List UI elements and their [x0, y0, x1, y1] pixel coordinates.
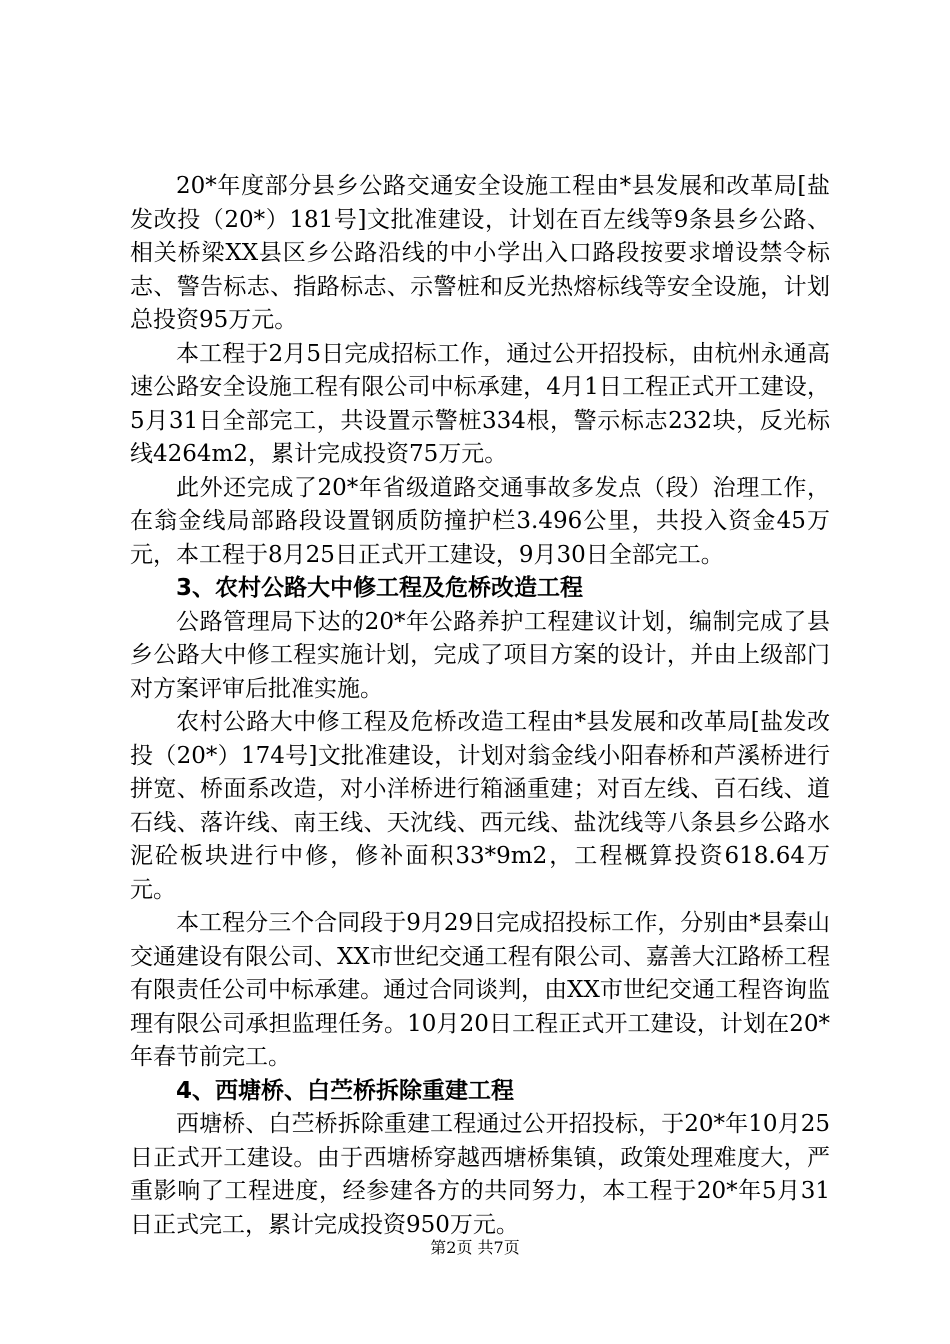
paragraph-2: 本工程于2月5日完成招标工作，通过公开招投标，由杭州永通高速公路安全设施工程有限公司中标承建，4月1日工程正式开工建设，5月31日全部完工，共设置示警桩334根，警示标志232块，反光标线4264m2，累计完成投资75万元。 — [130, 340, 830, 467]
paragraph-4: 公路管理局下达的20*年公路养护工程建议计划，编制完成了县乡公路大中修工程实施计划，完成了项目方案的设计，并由上级部门对方案评审后批准实施。 — [130, 608, 830, 702]
page-number-footer: 第2页 共7页 — [430, 1238, 520, 1257]
document-body — [130, 170, 830, 1242]
paragraph-6: 本工程分三个合同段于9月29日完成招投标工作，分别由*县秦山交通建设有限公司、XX市世纪交通工程有限公司、嘉善大江路桥工程有限责任公司中标承建。通过合同谈判，由XX市世纪交通工程咨询监理有限公司承担监理任务。10月20日工程正式开工建设，计划在20*年春节前完工。 — [130, 910, 830, 1070]
section-heading-3: 3、农村公路大中修工程及危桥改造工程 — [176, 575, 584, 601]
paragraph-7: 西塘桥、白苎桥拆除重建工程通过公开招投标，于20*年10月25日正式开工建设。由于西塘桥穿越西塘桥集镇，政策处理难度大，严重影响了工程进度，经参建各方的共同努力，本工程于20*年5月31日正式完工，累计完成投资950万元。 — [130, 1111, 830, 1238]
paragraph-3: 此外还完成了20*年省级道路交通事故多发点（段）治理工作，在翁金线局部路段设置钢质防撞护栏3.496公里，共投入资金45万元，本工程于8月25日正式开工建设，9月30日全部完工。 — [130, 474, 830, 568]
section-heading-4: 4、西塘桥、白苎桥拆除重建工程 — [176, 1077, 515, 1104]
paragraph-1: 20*年度部分县乡公路交通安全设施工程由*县发展和改革局[盐发改投（20*）181号]文批准建设，计划在百左线等9条县乡公路、相关桥梁XX县区乡公路沿线的中小学出入口路段按要求增设禁令标志、警告标志、指路标志、示警桩和反光热熔标线等安全设施，计划总投资95万元。 — [130, 173, 830, 333]
paragraph-5: 农村公路大中修工程及危桥改造工程由*县发展和改革局[盐发改投（20*）174号]文批准建设，计划对翁金线小阳春桥和芦溪桥进行拼宽、桥面系改造，对小洋桥进行箱涵重建；对百左线、百石线、道石线、落许线、南王线、天沈线、西元线、盐沈线等八条县乡公路水泥砼板块进行中修，修补面积33*9m2，工程概算投资618.64万元。 — [130, 709, 830, 903]
